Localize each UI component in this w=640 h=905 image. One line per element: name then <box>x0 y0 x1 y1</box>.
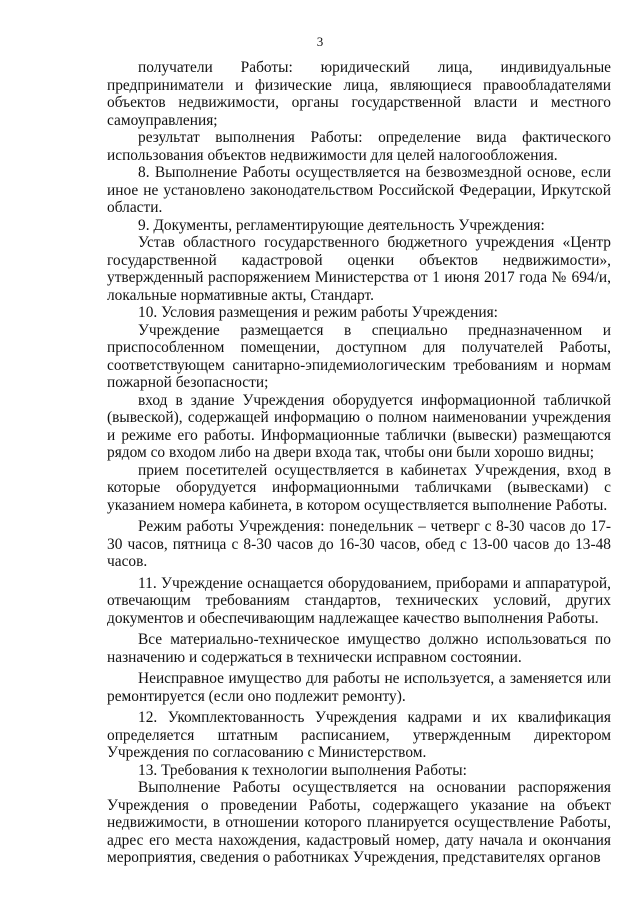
paragraph-work-hours: Режим работы Учреждения: понедельник – четверг с 8-30 часов до 17-30 часов, пятница с 8-30 часов до 16-30 часов, обед с 13-00 часов до 13-48 часов. <box>107 518 611 570</box>
paragraph-premises: Учреждение размещается в специально предназначенном и приспособленном помещении, доступном для получателей Работы, соответствующем санитарно-эпидемиологическим требованиям и нормам пожарной безопасности; <box>107 321 611 391</box>
paragraph-12: 12. Укомплектованность Учреждения кадрами и их квалификация определяется штатным расписанием, утвержденным директором Учреждения по согласованию с Министерством. <box>107 709 611 761</box>
paragraph-property: Все материально-техническое имущество должно использоваться по назначению и содержаться в технически исправном состоянии. <box>107 631 611 666</box>
paragraph-execution: Выполнение Работы осуществляется на основании распоряжения Учреждения о проведении Работы, содержащего указание на объект недвижимости, в отношении которого планируется осуществление Работы, адрес его места нахождения, кадастровый номер, дату начала и окончания мероприятия, сведения о работниках Учреждения, представителях органов <box>107 779 611 866</box>
page-number: 3 <box>316 34 324 49</box>
paragraph-recipients: получатели Работы: юридический лица, индивидуальные предприниматели и физические лица, являющиеся правообладателями объектов недвижимости, органы государственной власти и местного самоуправления; <box>107 59 611 129</box>
paragraph-entrance: вход в здание Учреждения оборудуется информационной табличкой (вывеской), содержащей информацию о полном наименовании учреждения и режиме его работы. Информационные таблички (вывески) размещаются рядом со входом либо на двери входа так, чтобы они были хорошо видны; <box>107 391 611 461</box>
paragraph-charter: Устав областного государственного бюджетного учреждения «Центр государственной кадастровой оценки объектов недвижимости», утвержденный распоряжением Министерства от 1 июня 2017 года № 694/и, локальные нормативные акты, Стандарт. <box>107 234 611 304</box>
paragraph-result: результат выполнения Работы: определение вида фактического использования объектов недвижимости для целей налогообложения. <box>107 129 611 164</box>
paragraph-faulty-property: Неисправное имущество для работы не используется, а заменяется или ремонтируется (если оно подлежит ремонту). <box>107 670 611 705</box>
paragraph-13-heading: 13. Требования к технологии выполнения Работы: <box>138 761 467 779</box>
paragraph-8: 8. Выполнение Работы осуществляется на безвозмездной основе, если иное не установлено законодательством Российской Федерации, Иркутской области. <box>107 164 611 216</box>
paragraph-10-heading: 10. Условия размещения и режим работы Учреждения: <box>138 304 498 321</box>
paragraph-9-heading: 9. Документы, регламентирующие деятельность Учреждения: <box>138 216 545 234</box>
paragraph-visitors: прием посетителей осуществляется в кабинетах Учреждения, вход в которые оборудуется информационными табличками (вывесками) с указанием номера кабинета, в котором осуществляется выполнение Работы. <box>107 461 611 514</box>
document-body <box>107 59 611 867</box>
paragraph-11: 11. Учреждение оснащается оборудованием, приборами и аппаратурой, отвечающим требованиям стандартов, технических условий, других документов и обеспечивающим надлежащее качество выполнения Работы. <box>107 574 611 627</box>
